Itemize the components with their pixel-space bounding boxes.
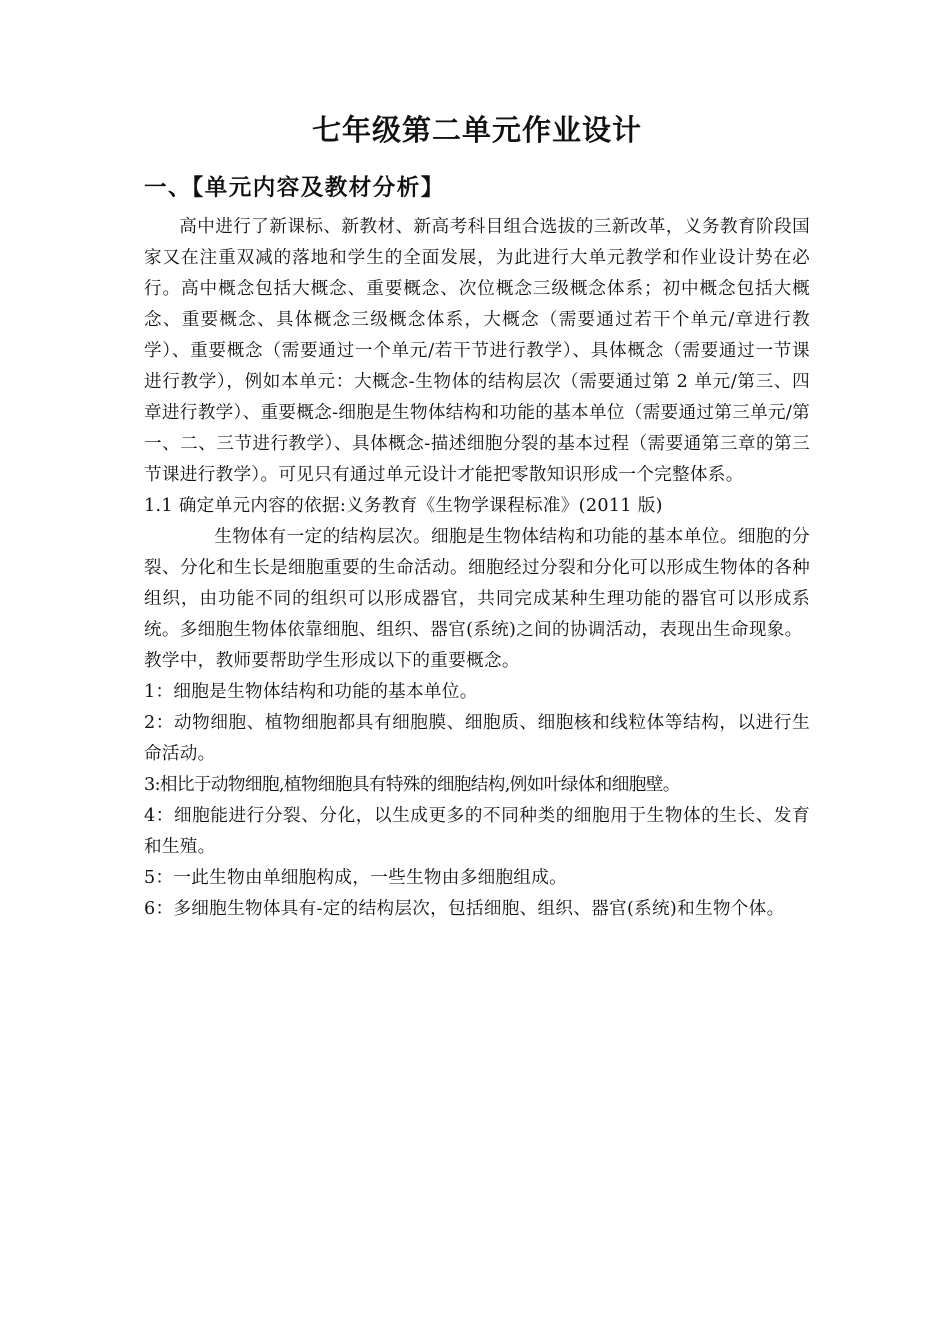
subsection-heading: 1.1 确定单元内容的依据:义务教育《生物学课程标准》(2011 版)	[144, 496, 663, 516]
concept-item: 3:相比于动物细胞,植物细胞具有特殊的细胞结构,例如叶绿体和细胞壁。	[144, 775, 680, 795]
concept-item: 2：动物细胞、植物细胞都具有细胞膜、细胞质、细胞核和线粒体等结构，以进行生命活动。	[144, 713, 810, 764]
standard-paragraph: 生物体有一定的结构层次。细胞是生物体结构和功能的基本单位。细胞的分裂、分化和生长是细胞重要的生命活动。细胞经过分裂和分化可以形成生物体的各种组织，由功能不同的组织可以形成器官，共同完成某种生理功能的器官可以形成系统。多细胞生物体依靠细胞、组织、器官(系统)之间的协调活动，表现出生命现象。	[144, 527, 810, 640]
concept-item: 5：一此生物由单细胞构成，一些生物由多细胞组成。	[144, 868, 568, 888]
concept-item: 4：细胞能进行分裂、分化，以生成更多的不同种类的细胞用于生物体的生长、发育和生殖。	[144, 806, 810, 857]
concept-item: 1：细胞是生物体结构和功能的基本单位。	[144, 682, 478, 702]
concept-item: 6：多细胞生物体具有-定的结构层次，包括细胞、组织、器官(系统)和生物个体。	[144, 899, 785, 919]
section-heading: 一、【单元内容及教材分析】	[144, 175, 445, 201]
intro-paragraph: 高中进行了新课标、新教材、新高考科目组合选拔的三新改革，义务教育阶段国家又在注重双减的落地和学生的全面发展，为此进行大单元教学和作业设计势在必行。高中概念包括大概念、重要概念、次位概念三级概念体系；初中概念包括大概念、重要概念、具体概念三级概念体系，大概念（需要通过若干个单元/章进行教学）、重要概念（需要通过一个单元/若干节进行教学）、具体概念（需要通过一节课进行教学），例如本单元：大概念-生物体的结构层次（需要通过第 2 单元/第三、四章进行教学）、重要概念-细胞是生物体结构和功能的基本单位（需要通过第三单元/第一、二、三节进行教学）、具体概念-描述细胞分裂的基本过程（需要通第三章的第三节课进行教学）。可见只有通过单元设计才能把零散知识形成一个完整体系。	[144, 217, 810, 485]
document-title: 七年级第二单元作业设计	[311, 113, 642, 147]
teaching-line: 教学中，教师要帮助学生形成以下的重要概念。	[144, 651, 520, 671]
